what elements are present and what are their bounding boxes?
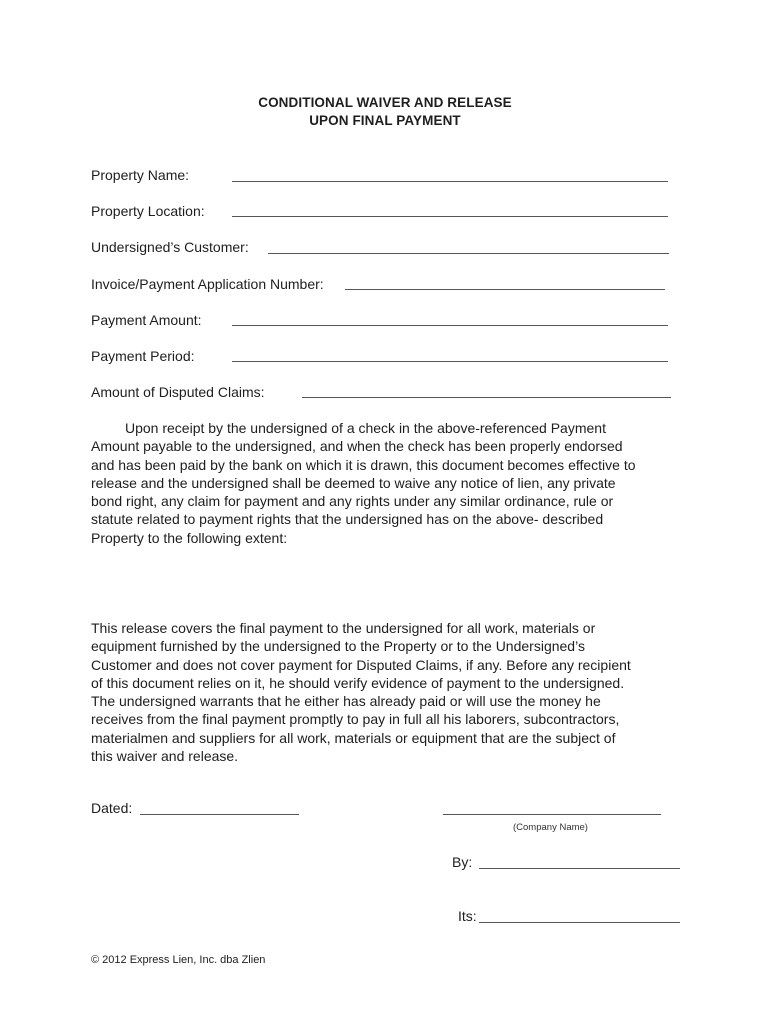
undersigned-customer-field[interactable]: [268, 253, 669, 254]
invoice-number-field[interactable]: [345, 289, 665, 290]
property-location-label: Property Location:: [91, 203, 205, 219]
paragraph-line: of this document relies on it, he should verify evidence of payment to the undersigned.: [91, 674, 625, 691]
dated-field[interactable]: [140, 814, 299, 815]
paragraph-line: this waiver and release.: [91, 748, 239, 765]
copyright-footer: © 2012 Express Lien, Inc. dba Zlien: [91, 954, 266, 966]
its-label: Its:: [458, 908, 477, 924]
undersigned-customer-label: Undersigned’s Customer:: [91, 239, 249, 255]
paragraph-line: Property to the following extent:: [91, 529, 288, 546]
paragraph-line: statute related to payment rights that the undersigned has on the above- described: [91, 511, 604, 528]
invoice-number-label: Invoice/Payment Application Number:: [91, 276, 324, 292]
disputed-claims-label: Amount of Disputed Claims:: [91, 384, 265, 400]
paragraph-line: Upon receipt by the undersigned of a check in the above-referenced Payment: [125, 420, 606, 436]
payment-amount-field[interactable]: [232, 325, 668, 326]
paragraph-line: equipment furnished by the undersigned to the Property or to the Undersigned’s: [91, 638, 585, 655]
paragraph-line: Customer and does not cover payment for Disputed Claims, if any. Before any recipient: [91, 656, 631, 673]
property-name-field[interactable]: [232, 181, 668, 182]
dated-label: Dated:: [91, 800, 133, 816]
paragraph-line: Amount payable to the undersigned, and when the check has been properly endorsed: [91, 438, 623, 455]
by-signature-field[interactable]: [479, 868, 680, 869]
property-location-field[interactable]: [232, 216, 668, 217]
company-name-caption: (Company Name): [513, 822, 588, 833]
paragraph-line: This release covers the final payment to the undersigned for all work, materials or: [91, 620, 596, 636]
document-title-line2: UPON FINAL PAYMENT: [309, 113, 461, 128]
release-paragraph-1: [91, 419, 691, 547]
by-label: By:: [452, 854, 473, 870]
document-title-line1: CONDITIONAL WAIVER AND RELEASE: [258, 95, 512, 110]
payment-period-label: Payment Period:: [91, 348, 195, 364]
paragraph-line: The undersigned warrants that he either has already paid or will use the money he: [91, 693, 601, 710]
payment-period-field[interactable]: [232, 361, 668, 362]
paragraph-line: bond right, any claim for payment and any rights under any similar ordinance, rule or: [91, 493, 614, 510]
paragraph-line: receives from the final payment promptly to pay in full all his laborers, subcontractors,: [91, 711, 620, 728]
paragraph-line: and has been paid by the bank on which it is drawn, this document becomes effective to: [91, 456, 636, 473]
paragraph-line: release and the undersigned shall be deemed to waive any notice of lien, any private: [91, 474, 616, 491]
company-name-field[interactable]: [443, 814, 661, 815]
paragraph-line: materialmen and suppliers for all work, materials or equipment that are the subject of: [91, 729, 616, 746]
payment-amount-label: Payment Amount:: [91, 312, 202, 328]
release-paragraph-2: [91, 619, 691, 765]
its-title-field[interactable]: [479, 922, 680, 923]
property-name-label: Property Name:: [91, 167, 190, 183]
disputed-claims-field[interactable]: [302, 397, 671, 398]
